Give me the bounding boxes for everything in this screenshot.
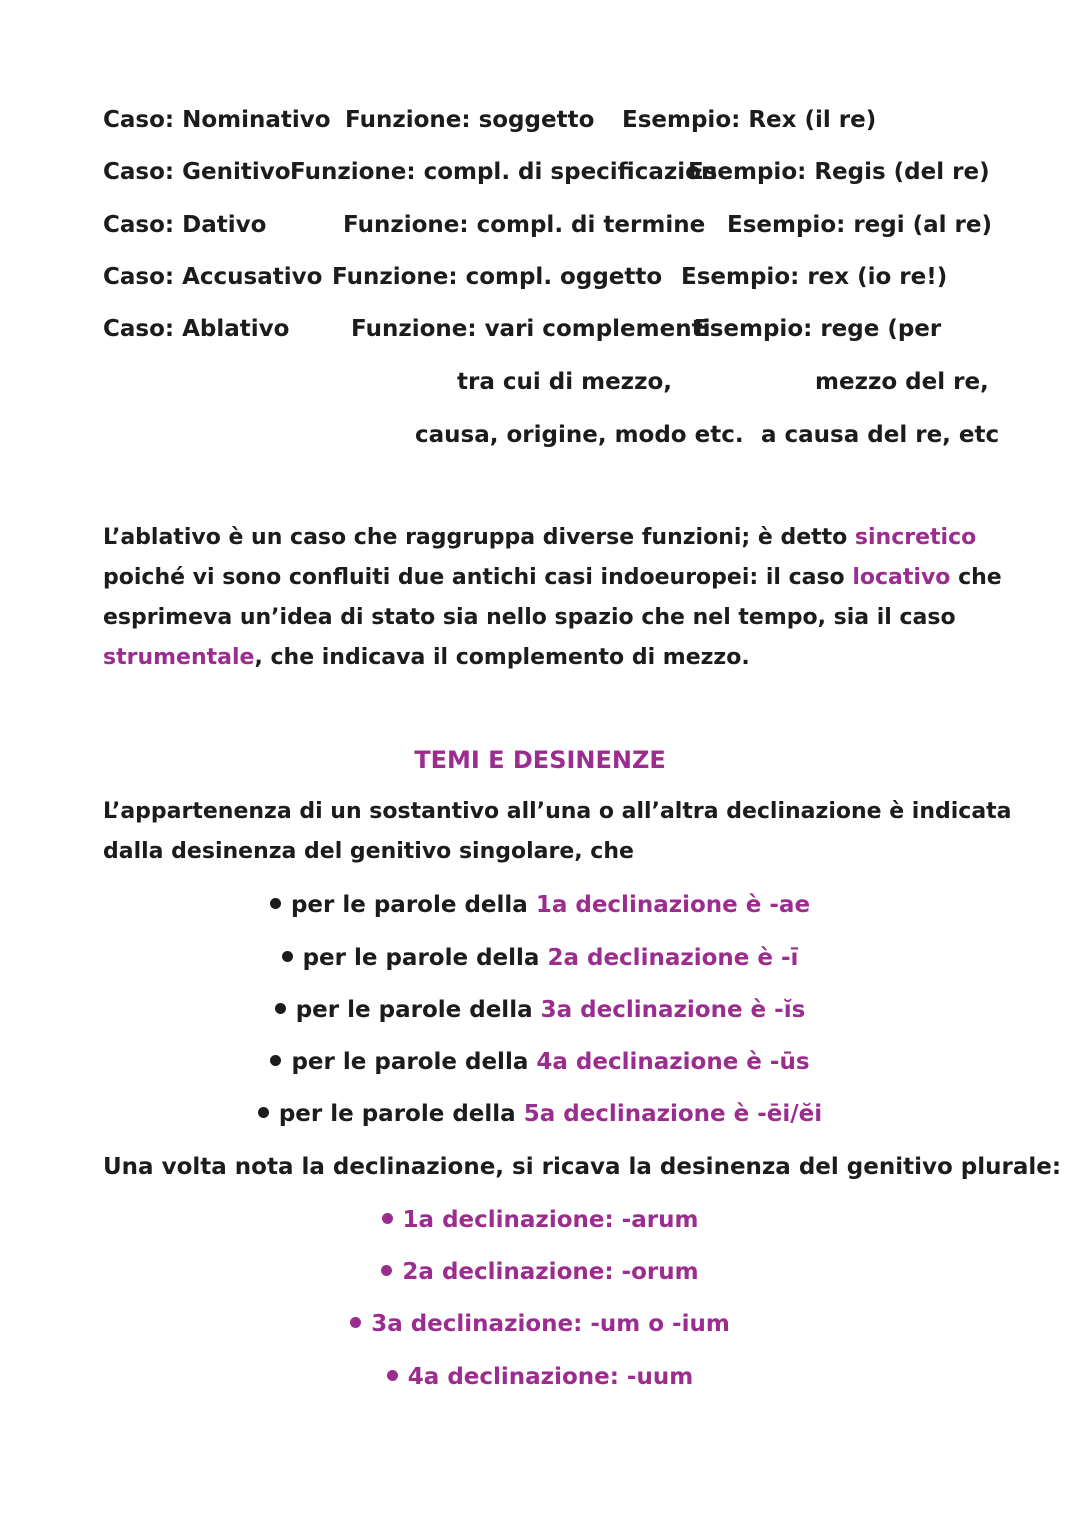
bullet-icon bbox=[282, 951, 293, 962]
example-continuation: mezzo del re, bbox=[815, 369, 989, 395]
list-item bbox=[0, 1099, 1080, 1129]
text-run: per le parole della bbox=[302, 945, 548, 971]
function-label: Funzione: vari complementi bbox=[351, 316, 711, 342]
highlight-term: 2a declinazione è -ı̄ bbox=[547, 945, 799, 971]
highlight-term: 1a declinazione è -ae bbox=[535, 892, 811, 918]
highlight-term: 5a declinazione è -ēi/ĕi bbox=[523, 1101, 823, 1127]
list-item bbox=[0, 943, 1080, 973]
bullet-icon bbox=[275, 1003, 286, 1014]
text-run: che bbox=[950, 565, 1002, 590]
section-title: TEMI E DESINENZE bbox=[414, 746, 666, 774]
bullet-icon bbox=[350, 1317, 361, 1328]
highlight-term: strumentale bbox=[103, 645, 255, 670]
list-item bbox=[0, 995, 1080, 1025]
list-item bbox=[0, 1205, 1080, 1235]
case-label: Caso: Dativo bbox=[103, 212, 267, 238]
paragraph-line bbox=[103, 518, 983, 558]
highlight-term: 3a declinazione è -ı̆s bbox=[540, 997, 806, 1023]
example-label: Esempio: Regis (del re) bbox=[688, 159, 990, 185]
example-label: Esempio: regi (al re) bbox=[727, 212, 992, 238]
highlight-term: sincretico bbox=[854, 525, 977, 550]
highlight-term: 3a declinazione: -um o -ium bbox=[371, 1311, 730, 1337]
list-item bbox=[0, 1047, 1080, 1077]
function-continuation: tra cui di mezzo, bbox=[457, 369, 672, 395]
paragraph-line bbox=[103, 558, 1002, 598]
example-label: Esempio: Rex (il re) bbox=[622, 107, 877, 133]
text-run: per le parole della bbox=[278, 1101, 524, 1127]
text-run: poiché vi sono confluiti due antichi casi indoeuropei: il caso bbox=[103, 565, 853, 590]
bullet-icon bbox=[258, 1107, 269, 1118]
text-run: per le parole della bbox=[290, 892, 536, 918]
list-item bbox=[0, 1362, 1080, 1392]
highlight-term: 1a declinazione: -arum bbox=[402, 1207, 699, 1233]
paragraph-line: esprimeva un’idea di stato sia nello spazio che nel tempo, sia il caso bbox=[103, 605, 956, 630]
list-item bbox=[0, 890, 1080, 920]
bullet-icon bbox=[270, 898, 281, 909]
bullet-icon bbox=[270, 1055, 281, 1066]
text-run: , che indicava il complemento di mezzo. bbox=[254, 645, 750, 670]
list-item bbox=[0, 1257, 1080, 1287]
highlight-term: 2a declinazione: -orum bbox=[402, 1259, 699, 1285]
text-run: per le parole della bbox=[295, 997, 541, 1023]
case-label: Caso: Accusativo bbox=[103, 264, 323, 290]
bullet-icon bbox=[381, 1265, 392, 1276]
list-item bbox=[0, 1309, 1080, 1339]
ablative-paragraph bbox=[103, 518, 1002, 678]
function-label: Funzione: compl. oggetto bbox=[332, 264, 663, 290]
function-label: Funzione: soggetto bbox=[345, 107, 595, 133]
paragraph-line: L’appartenenza di un sostantivo all’una o all’altra declinazione è indicata bbox=[103, 799, 1012, 824]
paragraph-line bbox=[103, 638, 983, 678]
function-continuation: causa, origine, modo etc. bbox=[415, 422, 744, 448]
case-label: Caso: Nominativo bbox=[103, 107, 331, 133]
example-label: Esempio: rex (io re!) bbox=[681, 264, 948, 290]
declension-paragraph bbox=[103, 792, 1012, 872]
highlight-term: locativo bbox=[852, 565, 951, 590]
function-label: Funzione: compl. di termine bbox=[343, 212, 706, 238]
highlight-term: 4a declinazione è -ūs bbox=[536, 1049, 810, 1075]
example-label: Esempio: rege (per bbox=[694, 316, 942, 342]
text-run: per le parole della bbox=[291, 1049, 537, 1075]
plural-intro: Una volta nota la declinazione, si ricava la desinenza del genitivo plurale: bbox=[103, 1154, 1062, 1180]
paragraph-line: dalla desinenza del genitivo singolare, che bbox=[103, 839, 634, 864]
highlight-term: 4a declinazione: -uum bbox=[407, 1364, 694, 1390]
case-label: Caso: Genitivo bbox=[103, 159, 291, 185]
function-label: Funzione: compl. di specificazione bbox=[290, 159, 733, 185]
example-continuation: a causa del re, etc bbox=[761, 422, 1000, 448]
case-label: Caso: Ablativo bbox=[103, 316, 290, 342]
bullet-icon bbox=[382, 1213, 393, 1224]
text-run: L’ablativo è un caso che raggruppa diverse funzioni; è detto bbox=[103, 525, 855, 550]
bullet-icon bbox=[387, 1370, 398, 1381]
